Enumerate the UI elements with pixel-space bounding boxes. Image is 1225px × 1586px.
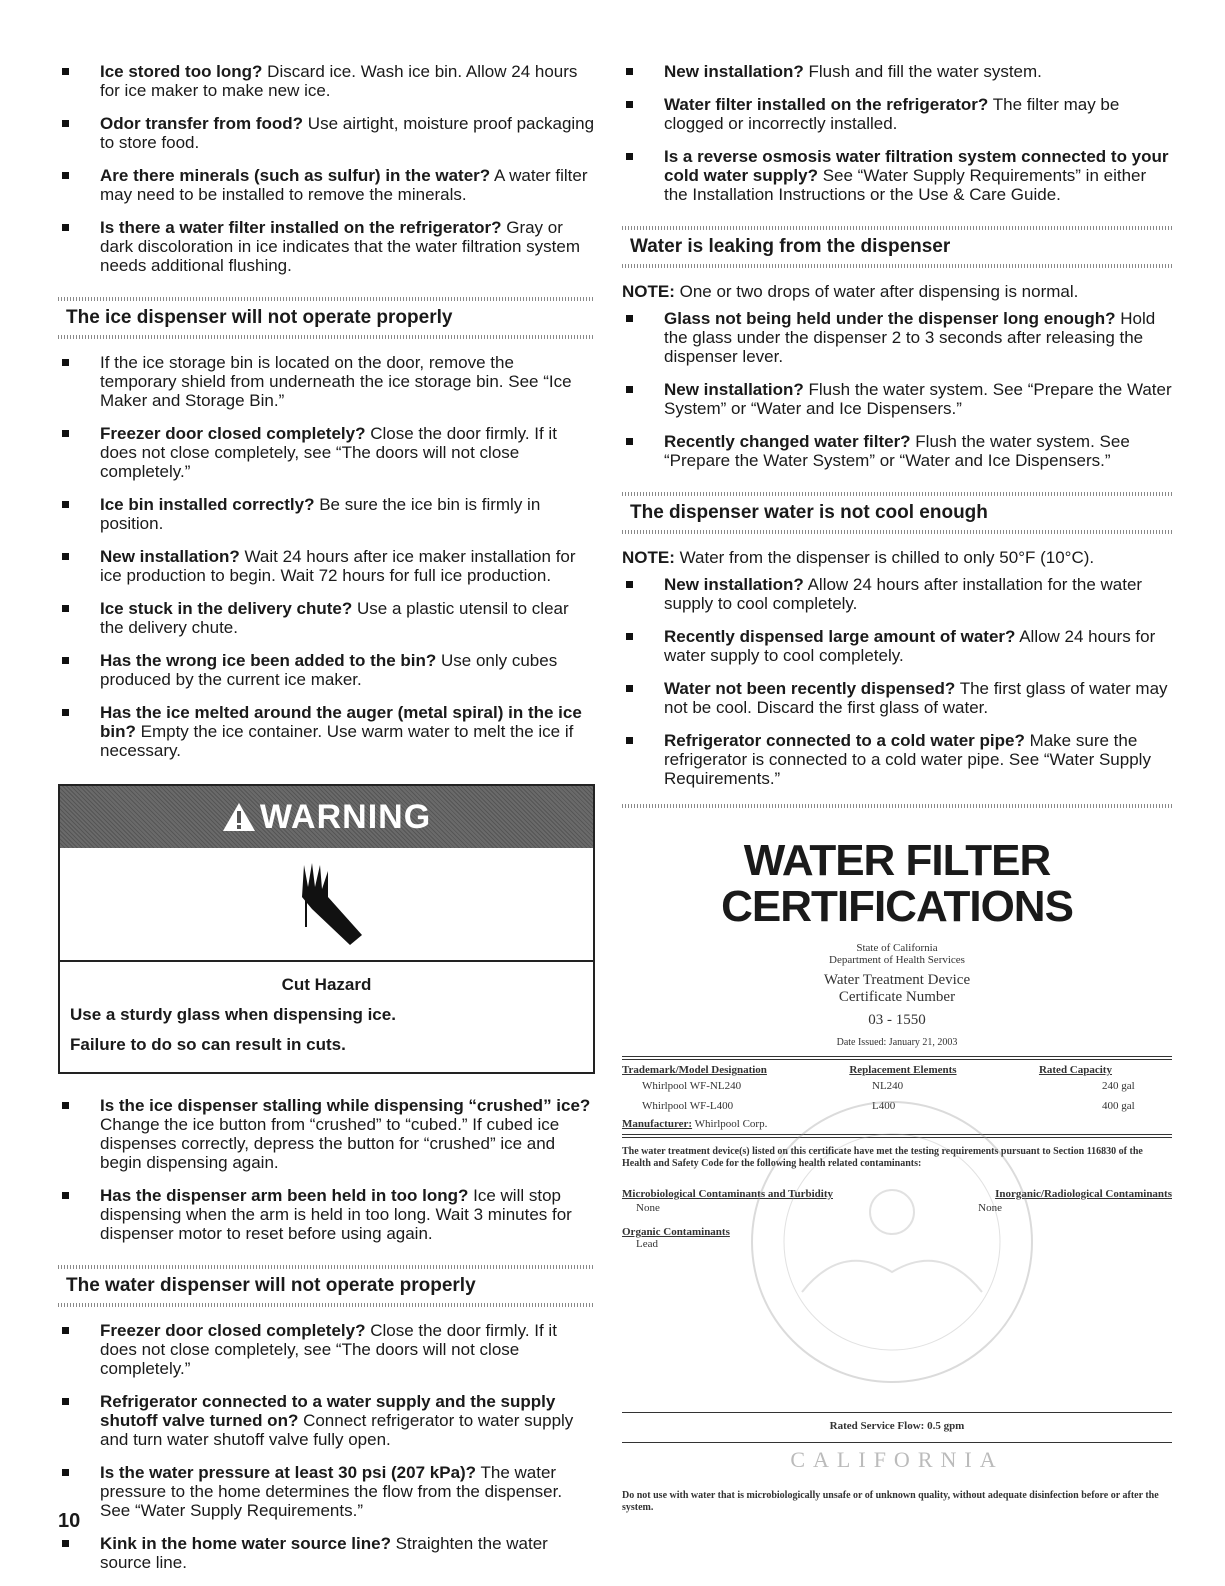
list-item: Kink in the home water source line? Straighten the water source line. [58, 1534, 595, 1572]
list-item: Recently changed water filter? Flush the water system. See “Prepare the Water System” or “Water and Ice Dispensers.” [622, 432, 1172, 470]
leak-list [622, 309, 1172, 470]
left-column [58, 62, 595, 1586]
water-dispenser-list [58, 1321, 595, 1572]
list-item: Ice stuck in the delivery chute? Use a plastic utensil to clear the delivery chute. [58, 599, 595, 637]
list-item: Refrigerator connected to a water supply and the supply shutoff valve turned on? Connect refrigerator to water supply and turn water shutoff valve fully open. [58, 1392, 595, 1449]
page-number: 10 [58, 1510, 81, 1532]
table-row: Whirlpool WF-NL240 NL240 240 gal [642, 1080, 1135, 1092]
list-item: Has the wrong ice been added to the bin? Use only cubes produced by the current ice maker. [58, 651, 595, 689]
note-cool: NOTE: Water from the dispenser is chilled to only 50°F (10°C). [622, 548, 1095, 567]
cool-list [622, 575, 1172, 788]
list-item: Ice bin installed correctly? Be sure the ice bin is firmly in position. [58, 495, 595, 533]
list-item: If the ice storage bin is located on the door, remove the temporary shield from underneath the ice storage bin. See “Ice Maker and Storage Bin.” [58, 353, 595, 410]
right-top-list [622, 62, 1172, 204]
list-item: Freezer door closed completely? Close the door firmly. If it does not close completely, see “The doors will not close completely.” [58, 424, 595, 481]
statement: The water treatment device(s) listed on this certificate have met the testing requirements pursuant to Section 116830 of the Health and Safety Code for the following health related contaminants: [622, 1146, 1143, 1169]
col-capacity: Rated Capacity [1038, 1064, 1112, 1076]
list-item: Water not been recently dispensed? The first glass of water may not be cool. Discard the first glass of water. [622, 679, 1172, 717]
warning-text [60, 962, 593, 1072]
list-item: New installation? Allow 24 hours after installation for the water supply to cool completely. [622, 575, 1172, 613]
list-item: Are there minerals (such as sulfur) in the water? A water filter may need to be installed to remove the minerals. [58, 166, 595, 204]
certificate: State of California Department of Health Services Water Treatment Device Certificate Number 03 - 1550 Date Issued: January 21, 2003 Trademark/Model Designation Replacement Elements Rated Capacity Whirlpool WF-NL240 NL240 240 gal Whirlpool WF-L400 L400 400 gal Manufacturer: Whirlpool Corp. The water treatment device(s) listed on this certificate have met the testing requirements pursuant to Section 116830 of the Health and Safety Code for the following health related contaminants: Microbiological Contaminants and Turbidity Inorganic/Radiological Contaminants None None Organic Contaminants Lead Rated Service Flow: 0.5 gpm CALIFORNIA Do not use with water that is microbiologically unsafe or of unknown quality, without adequate disinfection before or after the system. [622, 942, 1172, 1513]
list-item: Ice stored too long? Discard ice. Wash ice bin. Allow 24 hours for ice maker to make new ice. [58, 62, 595, 100]
col-elements: Replacement Elements [849, 1064, 957, 1076]
list-item: Is there a water filter installed on the refrigerator? Gray or dark discoloration in ice indicates that the water filtration system needs additional flushing. [58, 218, 595, 275]
warning-triangle-icon [222, 802, 256, 832]
warning-line-2: Failure to do so can result in cuts. [70, 1035, 346, 1054]
section-heading-leak: Water is leaking from the dispenser [622, 226, 1172, 268]
list-item: New installation? Flush and fill the water system. [622, 62, 1172, 81]
warning-label: WARNING [259, 797, 432, 836]
seal-text: CALIFORNIA [790, 1447, 1004, 1472]
section-heading-water: The water dispenser will not operate properly [58, 1265, 595, 1307]
rated-flow: Rated Service Flow: 0.5 gpm [829, 1420, 965, 1432]
list-item: Is the water pressure at least 30 psi (207 kPa)? The water pressure to the home determines the flow from the dispenser. See “Water Supply Requirements.” [58, 1463, 595, 1520]
right-column [622, 62, 1172, 1513]
warning-line-1: Use a sturdy glass when dispensing ice. [70, 1005, 396, 1024]
section-heading-ice: The ice dispenser will not operate properly [58, 297, 595, 339]
list-item: Is the ice dispenser stalling while dispensing “crushed” ice? Change the ice button from “crushed” to “cubed.” If cubed ice dispenses correctly, depress the button for “crushed” ice and begin dispensing again. [58, 1096, 595, 1172]
col-model: Trademark/Model Designation [622, 1064, 767, 1076]
hand-cut-icon [282, 857, 372, 952]
section-heading-cool: The dispenser water is not cool enough [622, 492, 1172, 534]
ice-dispenser-list [58, 353, 595, 760]
list-item: New installation? Flush the water system. See “Prepare the Water System” or “Water and Ice Dispensers.” [622, 380, 1172, 418]
list-item: Has the dispenser arm been held in too long? Ice will stop dispensing when the arm is held in too long. Wait 3 minutes for dispenser motor to reset before using again. [58, 1186, 595, 1243]
warning-banner [60, 786, 593, 848]
left-after-warning-list [58, 1096, 595, 1243]
certifications-title: WATER FILTER CERTIFICATIONS [721, 836, 1073, 931]
cut-hazard-image [60, 848, 593, 962]
disclaimer: Do not use with water that is microbiologically unsafe or of unknown quality, without adequate disinfection before or after the system. [622, 1490, 1159, 1513]
list-item: Freezer door closed completely? Close the door firmly. If it does not close completely, see “The doors will not close completely.” [58, 1321, 595, 1378]
list-item: Has the ice melted around the auger (metal spiral) in the ice bin? Empty the ice container. Use warm water to melt the ice if necessary. [58, 703, 595, 760]
table-row: Whirlpool WF-L400 L400 400 gal [642, 1100, 1135, 1112]
hazard-title: Cut Hazard [281, 975, 372, 994]
list-item: Refrigerator connected to a cold water pipe? Make sure the refrigerator is connected to a cold water pipe. See “Water Supply Requirements.” [622, 731, 1172, 788]
list-item: Glass not being held under the dispenser long enough? Hold the glass under the dispenser 2 to 3 seconds after releasing the dispenser lever. [622, 309, 1172, 366]
warning-box [58, 784, 595, 1074]
note-leak: NOTE: One or two drops of water after dispensing is normal. [622, 282, 1079, 301]
list-item: New installation? Wait 24 hours after ice maker installation for ice production to begin. Wait 72 hours for full ice production. [58, 547, 595, 585]
list-item: Water filter installed on the refrigerator? The filter may be clogged or incorrectly installed. [622, 95, 1172, 133]
list-item: Recently dispensed large amount of water? Allow 24 hours for water supply to cool completely. [622, 627, 1172, 665]
list-item: Odor transfer from food? Use airtight, moisture proof packaging to store food. [58, 114, 595, 152]
california-seal-image [742, 1092, 1042, 1392]
left-top-list [58, 62, 595, 275]
list-item: Is a reverse osmosis water filtration system connected to your cold water supply? See “Water Supply Requirements” in either the Installation Instructions or the Use & Care Guide. [622, 147, 1172, 204]
divider [622, 804, 1172, 808]
